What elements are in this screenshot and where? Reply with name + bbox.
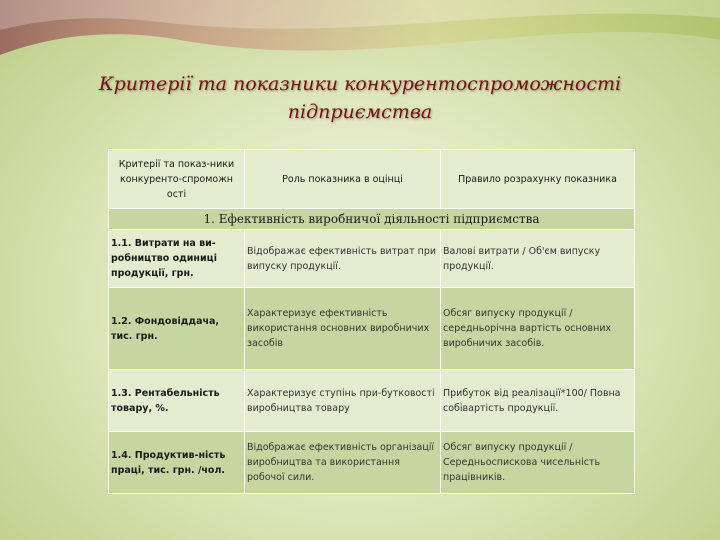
role-cell: Відображає ефективність організації виробництва та використання робочої сили.: [245, 432, 441, 494]
criterion-cell: 1.4. Продуктив-ність праці, тис. грн. /чол.: [109, 432, 245, 494]
role-cell: Характеризує ефективність використання основних виробничих засобів: [245, 288, 441, 370]
criterion-cell: 1.3. Рентабельність товару, %.: [109, 370, 245, 432]
section-title: 1. Ефективність виробничої діяльності підприємства: [109, 209, 635, 230]
rule-cell: Валові витрати / Об'єм випуску продукції.: [441, 230, 635, 288]
rule-cell: Прибуток від реалізації*100/ Повна собівартість продукції.: [441, 370, 635, 432]
table-header-row: [109, 150, 635, 209]
header-role: Роль показника в оцінці: [245, 150, 441, 209]
rule-cell: Обсяг випуску продукції / середньорічна вартість основних виробничих засобів.: [441, 288, 635, 370]
criterion-cell: 1.1. Витрати на ви-робництво одиниці продукції, грн.: [109, 230, 245, 288]
table-row: [109, 288, 635, 370]
header-rule: Правило розрахунку показника: [441, 150, 635, 209]
criterion-cell: 1.2. Фондовіддача, тис. грн.: [109, 288, 245, 370]
table-row: [109, 230, 635, 288]
header-criteria: Критерії та показ-ники конкуренто-спроможн ості: [109, 150, 245, 209]
rule-cell: Обсяг випуску продукції / Середньоспискова чисельність працівників.: [441, 432, 635, 494]
section-row: [109, 209, 635, 230]
title-line-1: Критерії та показники конкурентоспроможності: [98, 73, 622, 95]
role-cell: Відображає ефективність витрат при випуску продукції.: [245, 230, 441, 288]
table-row: [109, 370, 635, 432]
table-row: [109, 432, 635, 494]
criteria-table: [108, 149, 635, 494]
title-line-2: підприємства: [287, 101, 433, 123]
role-cell: Характеризує ступінь при-бутковості виробництва товару: [245, 370, 441, 432]
page-title: [60, 70, 660, 126]
